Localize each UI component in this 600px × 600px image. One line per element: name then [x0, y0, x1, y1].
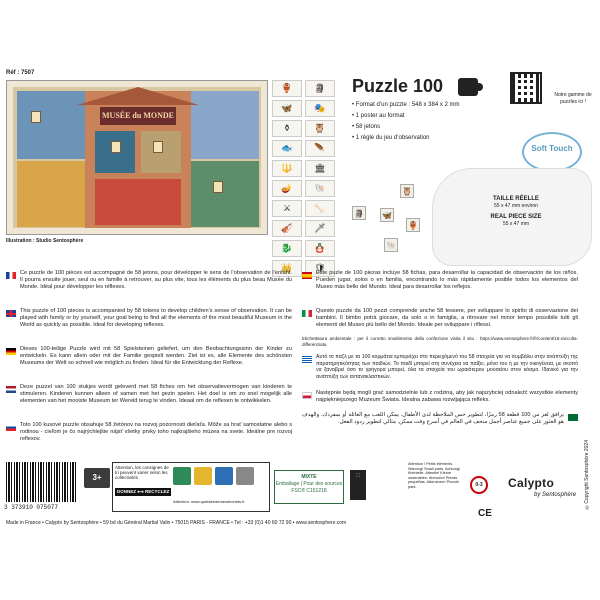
brand-by: by Sentosphère: [534, 492, 577, 498]
size-en-value: 55 x 47 mm: [502, 221, 530, 227]
piece-sample-icon: 🐚: [384, 238, 398, 252]
soft-touch-badge: Soft Touch: [522, 132, 582, 172]
size-fr-title: TAILLE RÉELLE: [493, 196, 539, 202]
spec-item: • 58 jetons: [352, 122, 460, 133]
fsc-line2: Emballage | Pour des sources: [275, 481, 343, 487]
real-size-en: [466, 214, 566, 228]
piece-sample-icon: 🦋: [380, 208, 394, 222]
token-icon: 🐟: [272, 140, 302, 157]
token-icon: 🏛: [305, 160, 335, 177]
token-icon: ⚱: [272, 120, 302, 137]
reference: Réf : 7507: [6, 70, 35, 76]
recycle-dark-label: DONNEZ ⟷ RECYCLEZ: [117, 489, 170, 494]
text-nl: Deze puzzel van 100 stukjes wordt geleverd met 58 fiches om het observatievermogen van kinderen te stimuleren. Kinderen kunnen alleen of samen met het gezin spelen. Het doel is om zo snel mogelijk alle elementen van het mooiste Museum ter Wereld terug te vinden. Ideaal om de reflexen te ontwikkelen.: [20, 384, 292, 404]
size-en-title: REAL PIECE SIZE: [490, 214, 542, 220]
warnings: Attention ! Petits éléments. Warning! Small parts. Achtung! Kleinteile. Attentie! Kleine onderdelen. Atención! Piezas pequeñas. Attenzione! Piccole parti.: [408, 462, 460, 489]
ce-mark: CE: [478, 508, 492, 519]
token-icon: 🗿: [305, 80, 335, 97]
flag-ar-icon: [568, 414, 578, 421]
product-specs: [352, 100, 460, 144]
fsc-line1: MIXTE: [301, 474, 317, 480]
text-ar: يرافق لغز من 100 قطعة 58 رمزًا، لتطوير حس الملاحظة لدى الأطفال. يمكن اللعب مع العائلة أو بمفردك، والهدف هو العثور على جميع عناصر أجمل متحف في العالم في أسرع وقت ممكن. مثالي لتطوير ردود الفعل.: [302, 412, 564, 425]
token-icon: ⚔: [272, 200, 302, 217]
qr-caption: Notre gamme de puzzles ici !: [554, 92, 592, 105]
illustration-credit: Illustration : Studio Sentosphère: [6, 238, 84, 244]
packaging-icon: ⬚: [350, 470, 366, 500]
size-fr-value: 55 x 47 mm environ: [494, 203, 538, 209]
token-icon: 🪆: [305, 240, 335, 257]
token-icon: 🏺: [272, 80, 302, 97]
token-icon: 🛡: [305, 260, 335, 277]
barcode-number: 3 373910 075077: [4, 504, 59, 511]
puzzle-piece-icon: [458, 78, 478, 96]
brand-logo: Calypto: [508, 476, 555, 490]
token-icon: 🪔: [272, 180, 302, 197]
age-badge: 3+: [84, 468, 110, 488]
real-size-fr: [466, 196, 566, 210]
flag-nl-icon: [6, 386, 16, 393]
qr-code[interactable]: [510, 72, 542, 104]
text-de: Dieses 100-teilige Puzzle wird mit 58 Spielsteinen geliefert, um den Beobachtungssinn der Kinder zu entwickeln. Es kann allein oder mit der Familie gespielt werden. Ziel ist es, alle Elemente des schönsten Museums der Welt so schnell wie möglich zu finden. Ideal für die Entwicklung der Reflexe.: [20, 346, 292, 366]
recycle-paper-icon: [215, 467, 233, 485]
product-title: Puzzle 100: [352, 76, 444, 96]
token-icon: 🪶: [305, 140, 335, 157]
token-icon: 🗡: [305, 220, 335, 237]
text-es: Este puzle de 100 piezas incluye 58 fichas, para desarrollar la capacidad de observación de los niños. Pueden jugar, solos o en familia, encontrando lo más rápidamente posible todos los elementos del Museo más bello del Mundo. Ideal para desarrollar los reflejos.: [316, 270, 578, 290]
piece-sample-icon: 🦉: [400, 184, 414, 198]
piece-sample-icon: 🏺: [406, 218, 420, 232]
museum-title: MUSÉE du MONDE: [100, 107, 176, 125]
text-it: Questo puzzle da 100 pezzi comprende anche 58 tessere, per sviluppare lo spirito di osservazione dei bambini. Il bimbo potrà giocare, da solo o in famiglia, a ritrovare nel minor tempo possibile tutti gli elementi del Museo più bello del Mondo. Ideale per sviluppare i riflessi.: [316, 308, 578, 328]
barcode: [6, 462, 76, 502]
token-icon: 🎻: [272, 220, 302, 237]
token-icon: 🔱: [272, 160, 302, 177]
token-icon: 🎭: [305, 100, 335, 117]
flag-pl-icon: [302, 392, 312, 399]
fsc-line3: FSC® C151218: [291, 488, 327, 494]
footer: Made in France • Calypto by Sentosphère • 59 bd du Général Martial Valin • 75015 PARIS - FRANCE • Tel : +33 (0)1 40 60 72 90 • www.sentosphere.com: [6, 520, 347, 526]
token-icon: 🐉: [272, 240, 302, 257]
age-warning-icon: 0-3: [470, 476, 488, 494]
recycling-info: [112, 462, 270, 512]
token-icon: 🐚: [305, 180, 335, 197]
token-icon: 🦴: [305, 200, 335, 217]
text-sk: Toto 100 kusové puzzle obsahuje 58 žetónov na rozvoj pozornosti dieťaťa. Môže sa hrať samostatne alebo s rodinou - cieľom je čo najrýchlejšie nájsť všetky prvky toho najkrajšieho múzea na svete. Ideálne pre rozvoj reflexov.: [20, 422, 292, 442]
flag-gr-icon: [302, 356, 312, 363]
recycle-bin-icon: [236, 467, 254, 485]
spec-item: • Format d’un puzzle : 548 x 384 x 2 mm: [352, 100, 460, 111]
text-fr: Ce puzzle de 100 pièces est accompagné de 58 jetons, pour développer le sens de l’observation de l’enfant. Il pourra ensuite jouer, seul ou en famille à retrouver, au plus vite, tous les éléments du plus beau Musée du Monde. Idéal pour développer les réflexes.: [20, 270, 292, 290]
recycle-label: Attention, les consignes de tri peuvent varier selon les collectivités: [115, 465, 169, 480]
flag-sk-icon: [6, 424, 16, 431]
token-icon: 🦋: [272, 100, 302, 117]
fsc-label: [274, 470, 344, 504]
recycle-bag-icon: [194, 467, 212, 485]
copyright: ©Copyright Sentosphère 2024: [584, 440, 590, 510]
puzzle-frame: [7, 81, 267, 234]
token-icon: 👑: [272, 260, 302, 277]
flag-uk-icon: [6, 310, 16, 317]
flag-de-icon: [6, 348, 16, 355]
spec-item: • 1 règle du jeu d’observation: [352, 133, 460, 144]
token-grid: [272, 80, 336, 273]
text-en: This puzzle of 100 pieces is accompanied by 58 tokens to develop children’s sense of observation. It can be played with family or by yourself, your goal being to find all the elements of the most beautiful Museum in the World as quickly as possible. Ideal for developing reflexes.: [20, 308, 292, 328]
piece-sample-icon: 🗿: [352, 206, 366, 220]
flag-es-icon: [302, 272, 312, 279]
token-icon: 🦉: [305, 120, 335, 137]
flag-fr-icon: [6, 272, 16, 279]
flag-it-icon: [302, 310, 312, 317]
spec-item: • 1 poster au format: [352, 111, 460, 122]
recycle-box-icon: [173, 467, 191, 485]
puzzle-illustration: [6, 80, 268, 235]
recycle-site: Attention: www.quefairedemesdechets.fr: [173, 499, 245, 504]
text-it-note: Etichettatura ambientale : per il corretto smaltimento della confezione visita il sito : https://www.sentosphere.fr/fr/content/15-raccolta-differenziata: [302, 336, 578, 347]
text-gr: Αυτό το παζλ με τα 100 κομμάτια εμπεριέχει στο περιεχόμενό του 58 στοιχεία για να συμβάλει στην ανάπτυξη της παρατηρητικότητας των παιδιών. Το παιδί μπορεί στη συνέχεια να παίξει, μόνο του ή με την οικογένεια, με σκοπό να ξαναβρεί όσο το γρήγορα μπορεί, όλα τα στοιχεία του ωραιότερου μουσείου στον κόσμο. Ιδανικό για την ανάπτυξη των αντανακλαστικών.: [316, 354, 578, 380]
text-pl: Następnie będą mogli grać samodzielnie lub z rodziną, aby jak najszybciej odnaleźć wszystkie elementy najpiękniejszego Muzeum Świata. Idealna zabawa rozwijająca refleks.: [316, 390, 578, 403]
